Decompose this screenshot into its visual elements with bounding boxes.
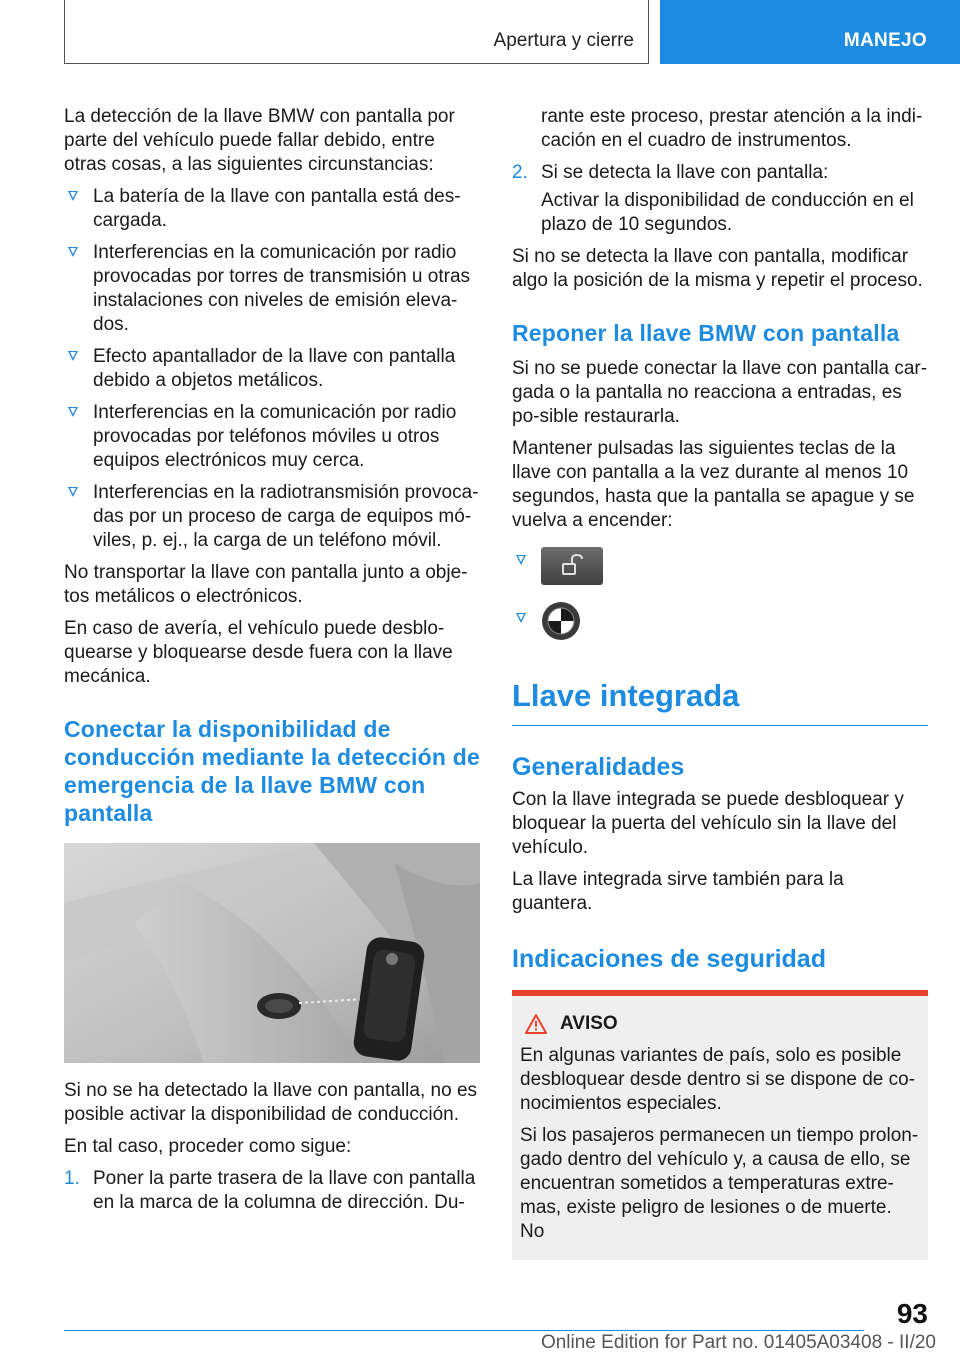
bullet-triangle-icon (68, 407, 78, 417)
chapter-heading-integrated-key: Llave integrada (512, 677, 928, 726)
warning-title: AVISO (560, 1013, 618, 1034)
general-paragraph-2: La llave integrada sirve también para la guantera. (512, 869, 844, 914)
warning-triangle-icon (524, 1013, 548, 1035)
section-heading-safety: Indicaciones de seguridad (512, 945, 826, 973)
list-item-text: Interferencias en la comunicación por radio provocadas por teléfonos móviles u otros equipos electrónicos muy cerca. (93, 402, 457, 471)
list-item (64, 401, 480, 473)
not-detected-paragraph-2: Si no se detecta la llave con pantalla, modificar algo la posición de la misma y repetir el proceso. (512, 246, 923, 291)
unlock-key-button-icon (541, 547, 603, 585)
section-heading-emergency: Conectar la disponibilidad de conducción mediante la detección de emergencia de la llave BMW con pantalla (64, 716, 480, 826)
step-item (512, 161, 928, 185)
warning-title-row (520, 1012, 920, 1036)
key-button-item (512, 599, 928, 649)
list-item-text: La batería de la llave con pantalla está des-cargada. (93, 186, 461, 231)
not-detected-paragraph: Si no se ha detectado la llave con pantalla, no es posible activar la disponibilidad de conducción. (64, 1080, 478, 1125)
step-sub-paragraph: Activar la disponibilidad de conducción en el plazo de 10 segundos. (541, 190, 914, 235)
header-section-title: Apertura y cierre (493, 30, 634, 51)
list-item (64, 185, 480, 233)
fault-paragraph: En caso de avería, el vehículo puede desblo-quearse y bloquearse desde fuera con la llave mecánica. (64, 618, 453, 687)
reset-paragraph-1: Si no se puede conectar la llave con pantalla car-gada o la pantalla no reacciona a entradas, es po-sible restaurarla. (512, 358, 928, 427)
metal-paragraph: No transportar la llave con pantalla junto a obje-tos metálicos o electrónicos. (64, 562, 468, 607)
list-item (64, 241, 480, 337)
page-number: 93 (896, 1298, 928, 1329)
list-item-text: Interferencias en la radiotransmisión provoca-das por un proceso de carga de equipos mó-viles, p. ej., la carga de un teléfono móvil. (93, 482, 479, 551)
bullet-triangle-icon (68, 191, 78, 201)
bullet-triangle-icon (516, 613, 526, 623)
footer-divider (64, 1330, 864, 1331)
bmw-logo-button-icon (541, 601, 581, 648)
list-item (64, 481, 480, 553)
step-number: 2. (512, 162, 528, 183)
header-section-box (64, 0, 649, 64)
warning-box (512, 990, 928, 1260)
step-text: Si se detecta la llave con pantalla: (541, 162, 829, 183)
steering-column-key-photo (64, 843, 480, 1063)
bullet-triangle-icon (68, 351, 78, 361)
footer-edition: Online Edition for Part no. 01405A03408 - II/20 (540, 1332, 936, 1353)
general-paragraph-1: Con la llave integrada se puede desbloquear y bloquear la puerta del vehículo sin la llave del vehículo. (512, 789, 904, 858)
procedure-paragraph: En tal caso, proceder como sigue: (64, 1136, 352, 1157)
section-heading-general: Generalidades (512, 753, 685, 781)
step-continuation: rante este proceso, prestar atención a la indi-cación en el cuadro de instrumentos. (541, 106, 923, 151)
reset-paragraph-2: Mantener pulsadas las siguientes teclas de la llave con pantalla a la vez durante al menos 10 segundos, hasta que la pantalla se apague y se vuelva a encender: (512, 438, 915, 531)
section-heading-reset: Reponer la llave BMW con pantalla (512, 320, 900, 346)
step-text: Poner la parte trasera de la llave con pantalla en la marca de la columna de dirección. Du- (93, 1168, 476, 1213)
bullet-triangle-icon (68, 487, 78, 497)
intro-paragraph: La detección de la llave BMW con pantalla por parte del vehículo puede fallar debido, entre otras cosas, a las siguientes circunstancias: (64, 106, 455, 175)
left-column (64, 105, 480, 1223)
list-item-text: Efecto apantallador de la llave con pantalla debido a objetos metálicos. (93, 346, 456, 391)
bullet-triangle-icon (516, 555, 526, 565)
bullet-triangle-icon (68, 247, 78, 257)
list-item (64, 345, 480, 393)
list-item-text: Interferencias en la comunicación por radio provocadas por torres de transmisión u otras instalaciones con niveles de emisión eleva-dos. (93, 242, 471, 335)
header-chapter-title: MANEJO (843, 30, 927, 51)
warning-paragraph-1: En algunas variantes de país, solo es posible desbloquear desde dentro si se dispone de co-nocimientos especiales. (520, 1045, 916, 1114)
key-button-item (512, 541, 928, 591)
right-column (512, 105, 928, 1260)
step-number: 1. (64, 1168, 80, 1189)
step-item (64, 1167, 480, 1215)
warning-paragraph-2: Si los pasajeros permanecen un tiempo prolon-gado dentro del vehículo y, a causa de ello, se encuentran sometidos a temperaturas extre-mas, existe peligro de lesiones o de muerte. No (520, 1125, 919, 1242)
header-chapter-tab (660, 0, 960, 64)
